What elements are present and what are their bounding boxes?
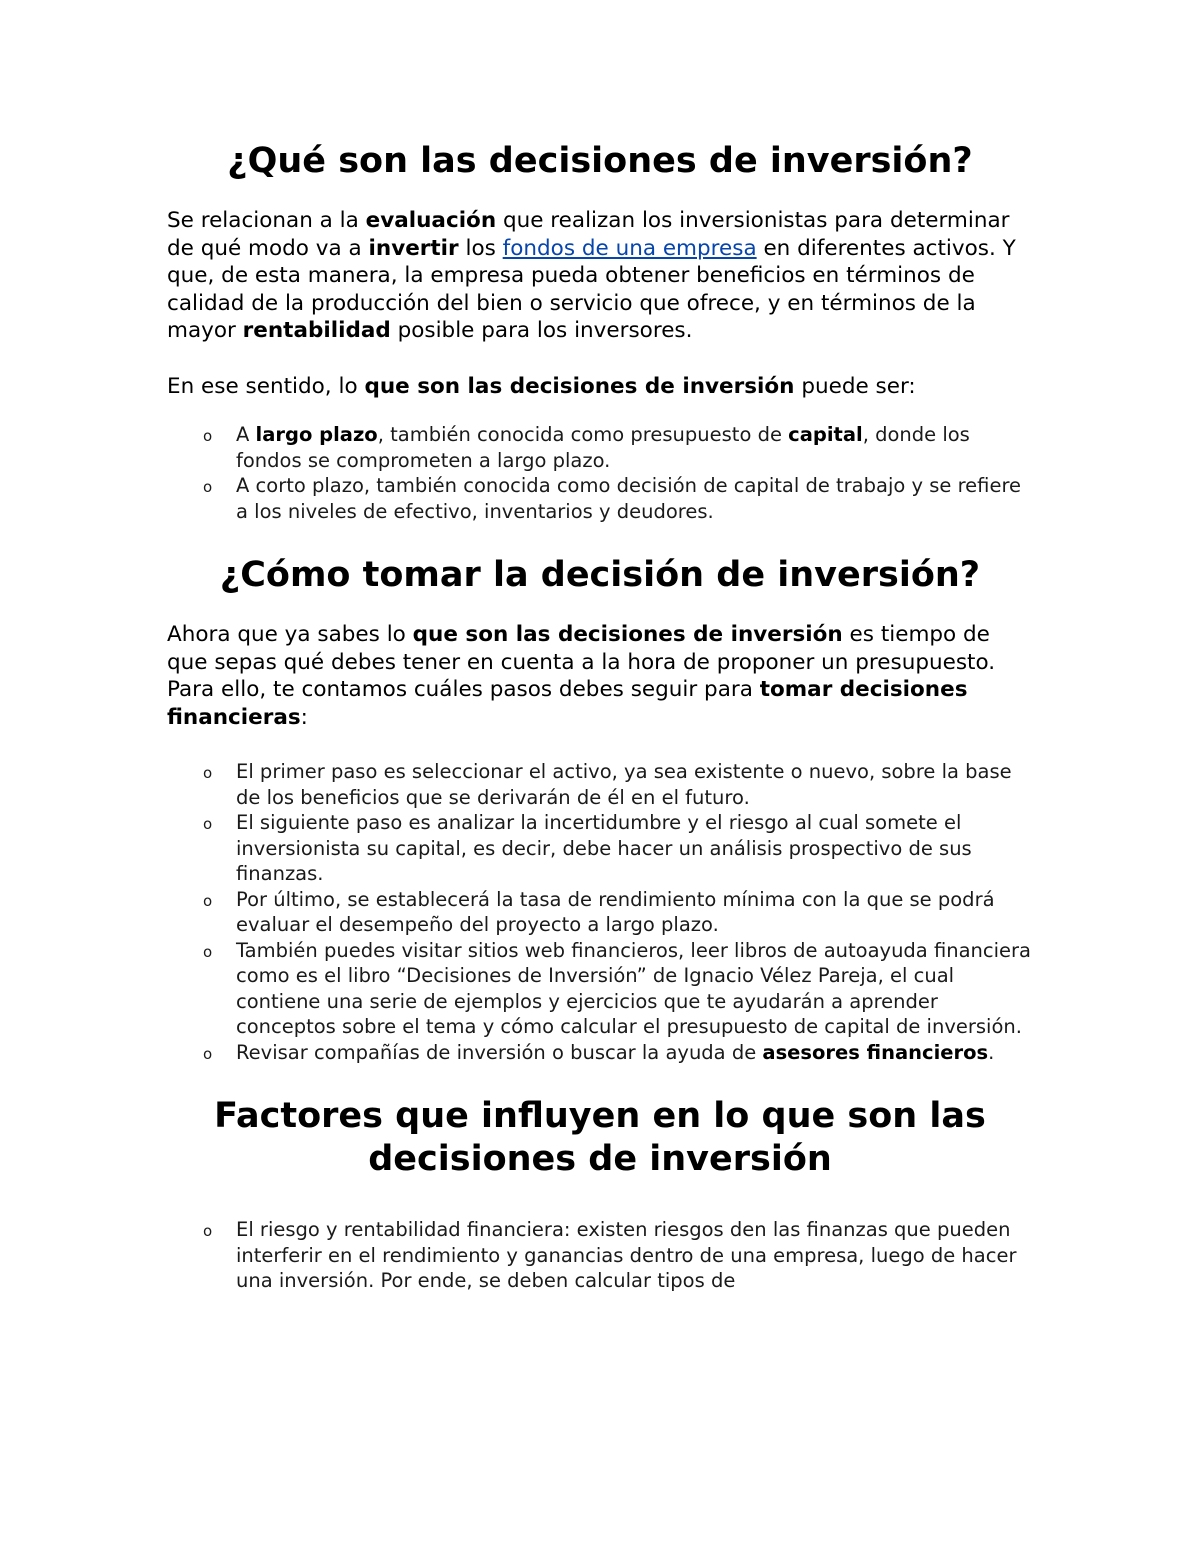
link-fondos-empresa[interactable]: fondos de una empresa	[502, 235, 757, 261]
bold-term-decisiones: que son las decisiones de inversión	[412, 622, 843, 647]
list-item	[167, 422, 1037, 473]
bold-term-decisiones: que son las decisiones de inversión	[364, 373, 795, 399]
bullet-icon: o	[203, 891, 213, 910]
text-run: A	[236, 423, 256, 446]
list-item	[167, 938, 1037, 1040]
text-run: Se relacionan a la	[167, 208, 366, 233]
plazo-list	[167, 422, 1037, 524]
text-run: El riesgo y rentabilidad financiera: existen riesgos den las finanzas que pueden interferir en el rendimiento y ganancias dentro de una empresa, luego de hacer una inversión. Por ende, se deben calcular tipos de	[236, 1218, 1017, 1292]
list-item	[167, 1040, 1037, 1066]
bold-term-capital: capital	[788, 423, 863, 446]
bold-term-largo-plazo: largo plazo	[255, 423, 378, 446]
text-run: puede ser:	[794, 373, 916, 399]
document-page	[167, 136, 1037, 1294]
text-run: El primer paso es seleccionar el activo, ya sea existente o nuevo, sobre la base de los beneficios que se derivarán de él en el futuro.	[236, 760, 1012, 809]
text-run: Por último, se establecerá la tasa de rendimiento mínima con la que se podrá evaluar el desempeño del proyecto a largo plazo.	[236, 887, 995, 936]
list-item	[167, 810, 1037, 887]
text-run: los	[458, 235, 503, 261]
bullet-icon: o	[203, 815, 213, 833]
text-run: en diferentes activos. Y que, de esta manera, la empresa pueda obtener beneficios en términos de calidad de la producción del bien o servicio que ofrece, y en términos de la mayor	[167, 235, 1016, 343]
text-run: :	[300, 704, 308, 730]
factores-list	[167, 1217, 1037, 1294]
bullet-icon: o	[203, 764, 213, 782]
text-run: Ahora que ya sabes lo	[167, 622, 413, 647]
text-run: es tiempo de que sepas qué debes tener en cuenta a la hora de proponer un presupuesto. Para ello, te contamos cuáles pasos debes seguir para	[167, 622, 996, 702]
text-run: , también conocida como presupuesto de	[377, 423, 789, 446]
bold-term-tomar-decisiones: tomar decisiones financieras	[167, 677, 968, 730]
text-run: , donde los fondos se comprometen a largo plazo.	[236, 423, 970, 472]
list-item	[167, 1217, 1037, 1294]
text-run: A corto plazo, también conocida como decisión de capital de trabajo y se refiere a los niveles de efectivo, inventarios y deudores.	[236, 474, 1022, 523]
list-item	[167, 759, 1037, 810]
section-heading-decisiones: ¿Qué son las decisiones de inversión?	[227, 141, 973, 181]
text-run: posible para los inversores.	[390, 318, 693, 343]
bold-term-evaluacion: evaluación	[365, 208, 497, 233]
text-run: .	[988, 1040, 995, 1064]
bullet-icon: o	[203, 1222, 213, 1240]
text-run: También puedes visitar sitios web financieros, leer libros de autoayuda financiera como es el libro “Decisiones de Inversión” de Ignacio Vélez Pareja, el cual contiene una serie de ejemplos y ejercicios que te ayudarán a aprender conceptos sobre el tema y cómo calcular el presupuesto de capital de inversión.	[236, 938, 1032, 1038]
ahora-paragraph	[167, 621, 1037, 731]
pasos-list	[167, 759, 1037, 1065]
bold-term-invertir: invertir	[368, 235, 459, 261]
section-heading-factores: Factores que influyen en lo que son las decisiones de inversión	[214, 1096, 986, 1179]
sentido-paragraph	[167, 373, 1037, 401]
bullet-icon: o	[203, 1044, 213, 1063]
bullet-icon: o	[203, 427, 213, 445]
text-run: Revisar compañías de inversión o buscar la ayuda de	[236, 1040, 763, 1064]
text-run: El siguiente paso es analizar la incertidumbre y el riesgo al cual somete el inversionista su capital, es decir, debe hacer un análisis prospectivo de sus finanzas.	[236, 811, 972, 885]
bullet-icon: o	[203, 478, 213, 496]
text-run: En ese sentido, lo	[167, 373, 365, 399]
section-heading-como-tomar: ¿Cómo tomar la decisión de inversión?	[219, 555, 981, 595]
bold-term-rentabilidad: rentabilidad	[242, 318, 391, 343]
bold-term-asesores: asesores financieros	[762, 1040, 989, 1064]
list-item	[167, 887, 1037, 938]
bullet-icon: o	[203, 942, 213, 961]
list-item	[167, 473, 1037, 524]
text-run: que realizan los inversionistas para determinar de qué modo va a	[167, 208, 1010, 261]
intro-paragraph	[167, 207, 1037, 345]
